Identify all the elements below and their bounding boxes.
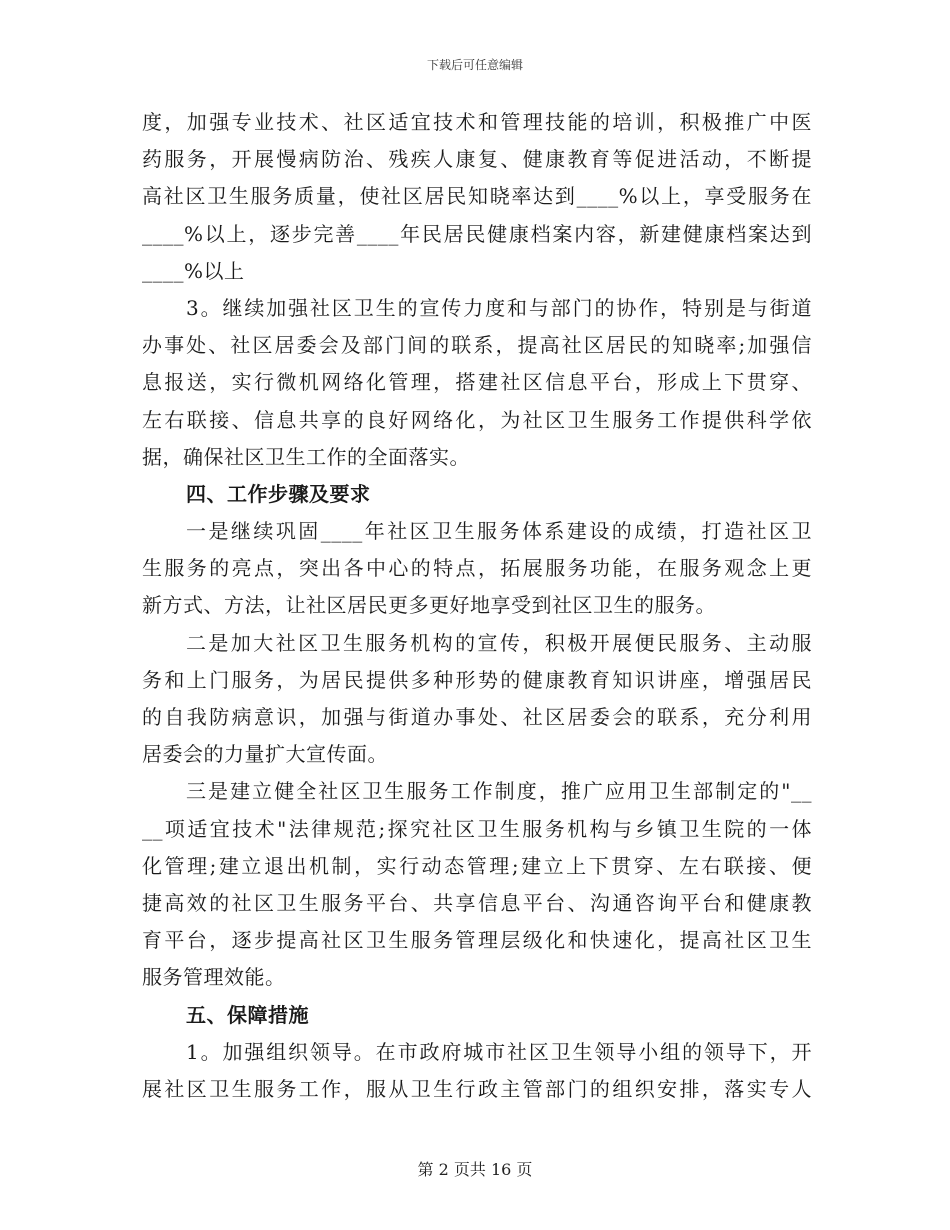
section-heading: 四、工作步骤及要求 <box>186 481 371 506</box>
paragraph-start: 一是继续巩固____年社区卫生服务体系建设的成绩，打造社区卫 <box>186 519 812 544</box>
text-line: 居委会的力量扩大宣传面。 <box>142 742 388 767</box>
paragraph-start: 3。继续加强社区卫生的宣传力度和与部门的协作，特别是与街道 <box>186 295 812 320</box>
paragraph-start: 1。加强组织领导。在市政府城市社区卫生领导小组的领导下，开 <box>186 1039 812 1064</box>
document-body <box>142 104 812 1108</box>
text-line: 度，加强专业技术、社区适宜技术和管理技能的培训，积极推广中医 <box>142 110 812 134</box>
text-line: __项适宜技术"法律规范;探究社区卫生服务机构与乡镇卫生院的一体 <box>142 816 812 841</box>
section-heading: 五、保障措施 <box>186 1002 309 1027</box>
text-line: 生服务的亮点，突出各中心的特点，拓展服务功能，在服务观念上更 <box>142 556 812 581</box>
text-line: 办事处、社区居委会及部门间的联系，提高社区居民的知晓率;加强信 <box>142 333 812 358</box>
text-line: 化管理;建立退出机制，实行动态管理;建立上下贯穿、左右联接、便 <box>142 853 812 878</box>
text-line: ____%以上 <box>142 258 245 283</box>
text-line: 育平台，逐步提高社区卫生服务管理层级化和快速化，提高社区卫生 <box>142 928 812 953</box>
text-line: ____%以上，逐步完善____年民居民健康档案内容，新建健康档案达到 <box>142 221 812 246</box>
page-header: 下载后可任意编辑 <box>426 58 523 72</box>
text-line: 的自我防病意识，加强与街道办事处、社区居委会的联系，充分利用 <box>142 705 812 729</box>
paragraph-start: 三是建立健全社区卫生服务工作制度，推广应用卫生部制定的"__ <box>186 779 812 804</box>
text-line: 服务管理效能。 <box>142 965 286 990</box>
text-line: 药服务，开展慢病防治、残疾人康复、健康教育等促进活动，不断提 <box>142 147 812 172</box>
text-line: 新方式、方法，让社区居民更多更好地享受到社区卫生的服务。 <box>142 593 716 618</box>
text-line: 捷高效的社区卫生服务平台、共享信息平台、沟通咨询平台和健康教 <box>142 890 812 915</box>
text-line: 息报送，实行微机网络化管理，搭建社区信息平台，形成上下贯穿、 <box>142 370 812 395</box>
text-line: 据，确保社区卫生工作的全面落实。 <box>142 444 470 469</box>
text-line: 高社区卫生服务质量，使社区居民知晓率达到____%以上，享受服务在 <box>142 184 812 209</box>
text-line: 务和上门服务，为居民提供多种形势的健康教育知识讲座，增强居民 <box>142 667 812 692</box>
text-line: 左右联接、信息共享的良好网络化，为社区卫生服务工作提供科学依 <box>142 407 812 432</box>
text-line: 展社区卫生服务工作，服从卫生行政主管部门的组织安排，落实专人 <box>142 1076 812 1101</box>
paragraph-start: 二是加大社区卫生服务机构的宣传，积极开展便民服务、主动服 <box>186 630 812 655</box>
page-footer: 第 2 页共 16 页 <box>417 1160 533 1179</box>
